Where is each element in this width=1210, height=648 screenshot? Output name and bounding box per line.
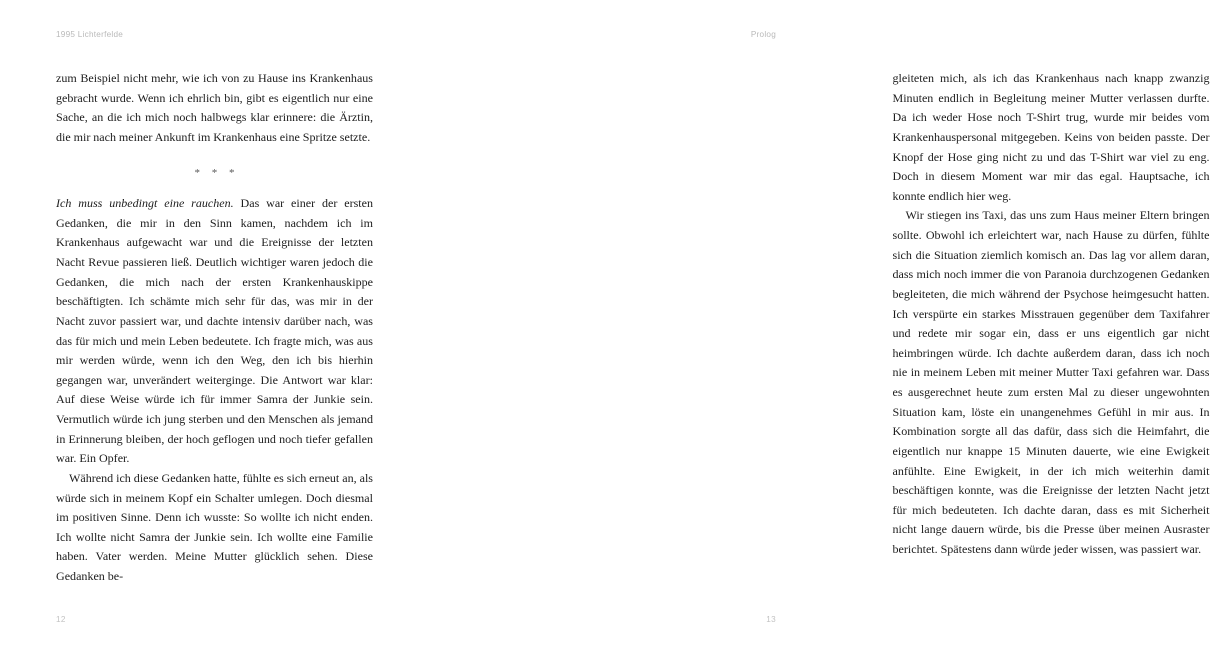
paragraph: Wir stiegen ins Taxi, das uns zum Haus meiner Eltern bringen sollte. Obwohl ich erleichtert war, nach Hause zu dürfen, fühlte sich die Situation ziemlich komisch an. Das lag vor allem daran, dass mich noch immer die von Paranoia durchzogenen Gedanken begleiteten, die mich während der Psychose heimgesucht hatten. Ich verspürte ein starkes Misstrauen gegenüber dem Taxifahrer und redete mir sogar ein, dass er uns eigentlich gar nicht heimbringen würde. Ich dachte außerdem daran, dass ich noch nie in meinem Leben mit meiner Mutter Taxi gefahren war. Dass es ausgerechnet heute zum ersten Mal zu dieser ungewohnten Situation kam, löste ein unangenehmes Gefühl in mir aus. In Kombination sorgte all das dafür, dass sich die Heimfahrt, die eigentlich nur knappe 15 Minuten dauerte, wie eine Ewigkeit anfühlte. Eine Ewigkeit, in der ich mich weiterhin damit beschäftigen konnte, was die Ereignisse der letzten Nacht jetzt für mich bedeuteten. Ich dachte daran, dass es mit Sicherheit nicht lange dauern würde, bis die Presse über meinen Ausraster berichtet. Spätestens dann würde jeder wissen, was passiert war. [892, 208, 1210, 556]
page-number-left: 12 [56, 615, 66, 624]
running-head-left: 1995 Lichterfelde [56, 30, 124, 39]
paragraph: Während ich diese Gedanken hatte, fühlte es sich erneut an, als würde sich in meinem Kopf ein Schalter umlegen. Doch diesmal im positiven Sinne. Denn ich wusste: So wollte ich nicht enden. Ich wollte nicht Samra der Junkie sein. Ich wollte eine Familie haben. Vater werden. Meine Mutter glücklich sehen. Diese Gedanken be- [56, 470, 373, 583]
running-head-right: Prolog [750, 30, 776, 39]
paragraph: zum Beispiel nicht mehr, wie ich von zu Hause ins Krankenhaus gebracht wurde. Wenn ich ehrlich bin, gibt es eigentlich nur eine Sache, an die ich mich noch halbwegs klar erinnere: die Ärztin, die mir nach meiner Ankunft im Krankenhaus eine Spritze setzte. [56, 71, 373, 144]
section-break-asterisks: * * * [194, 166, 239, 179]
text-block-right [893, 69, 1210, 560]
paragraph-lead-italic: Ich muss unbedingt eine rauchen. [56, 196, 234, 211]
paragraph [56, 194, 373, 469]
paragraph: gleiteten mich, als ich das Krankenhaus nach knapp zwanzig Minuten endlich in Begleitung meiner Mutter verlassen durfte. Da ich weder Hose noch T-Shirt trug, wurde mir beides vom Krankenhauspersonal mitgegeben. Keins von beiden passte. Der Knopf der Hose ging nicht zu und das T-Shirt war viel zu eng. Doch in diesem Moment war mir das egal. Hauptsache, ich konnte endlich hier weg. [892, 71, 1210, 203]
page-number-right: 13 [766, 615, 776, 624]
paragraph-body: Das war einer der ersten Gedanken, die mir in den Sinn kamen, nachdem ich im Krankenhaus aufgewacht war und die Ereignisse der letzten Nacht Revue passieren ließ. Deutlich wichtiger waren jedoch die Gedanken, die mich nach der ersten Krankenhauskippe beschäftigten. Ich schämte mich sehr für das, was mir in der Nacht zuvor passiert war, und dachte intensiv darüber nach, was das für mich und mein Leben bedeutete. Ich fragte mich, was aus mir werden würde, wenn ich den Weg, den ich bis hierhin gegangen war, unverändert weiterginge. Die Antwort war klar: Auf diese Weise würde ich für immer Samra der Junkie sein. Vermutlich würde ich jung sterben und den Menschen als jemand in Erinnerung bleiben, der hoch geflogen und noch tiefer gefallen war. Ein Opfer. [56, 196, 373, 466]
text-block-left [56, 69, 373, 587]
page-right [417, 0, 1210, 648]
page-left [0, 0, 417, 648]
